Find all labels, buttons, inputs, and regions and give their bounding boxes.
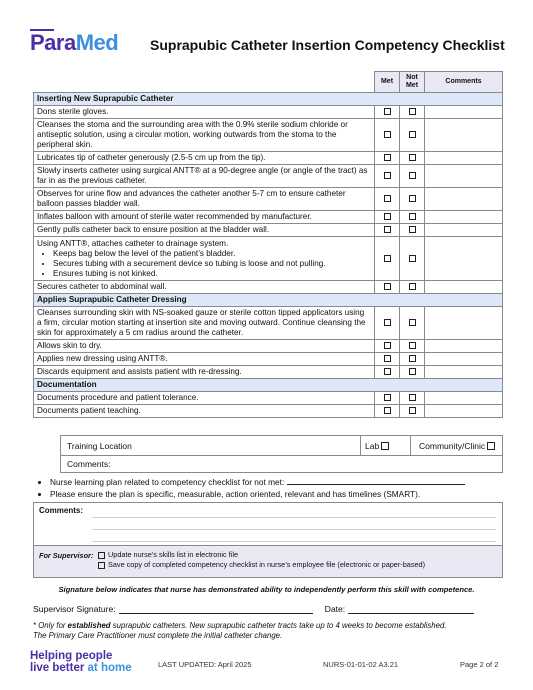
comments-label: Comments: xyxy=(39,506,84,515)
signature-note: Signature below indicates that nurse has demonstrated ability to independently perform this skill with competence. xyxy=(58,585,475,594)
learning-plan-line[interactable] xyxy=(287,476,465,485)
supervisor-signature-line[interactable] xyxy=(119,604,313,614)
met-checkbox[interactable] xyxy=(384,154,391,161)
met-checkbox[interactable] xyxy=(384,342,391,349)
checklist-item: Gently pulls catheter back to ensure position at the bladder wall. xyxy=(34,224,375,237)
paramed-logo: ParaMed xyxy=(30,30,119,55)
save-copy-checkbox[interactable] xyxy=(98,562,105,569)
page-number: Page 2 of 2 xyxy=(460,660,499,669)
comment-cell[interactable] xyxy=(425,188,503,211)
date-label: Date: xyxy=(324,604,346,614)
drainage-bullet: • Keeps bag below the level of the patient’s bladder. xyxy=(53,249,371,259)
checklist-item: Cleanses surrounding skin with NS-soaked gauze or sterile cotton tipped applicators using a firm, circular motion starting at insertion site and moving outward. Continue cleansing the skin for approximately a 5 cm radius around the catheter. xyxy=(34,307,375,340)
comment-cell[interactable] xyxy=(425,237,503,281)
met-checkbox[interactable] xyxy=(384,172,391,179)
not-met-checkbox[interactable] xyxy=(409,283,416,290)
comment-cell[interactable] xyxy=(425,392,503,405)
tagline: Helping people live better at home xyxy=(30,650,132,674)
comment-cell[interactable] xyxy=(425,281,503,294)
not-met-checkbox[interactable] xyxy=(409,108,416,115)
drainage-intro: Using ANTT®, attaches catheter to drainage system. xyxy=(37,238,229,248)
not-met-checkbox[interactable] xyxy=(409,131,416,138)
competency-table xyxy=(33,71,503,418)
met-checkbox[interactable] xyxy=(384,131,391,138)
checklist-item-drainage xyxy=(34,237,375,281)
not-met-checkbox[interactable] xyxy=(409,213,416,220)
not-met-checkbox[interactable] xyxy=(409,195,416,202)
met-checkbox[interactable] xyxy=(384,355,391,362)
section-title: Applies Suprapubic Catheter Dressing xyxy=(34,294,503,307)
training-comments-label: Comments: xyxy=(67,459,111,469)
checklist-item: Secures catheter to abdominal wall. xyxy=(34,281,375,294)
checklist-item: Dons sterile gloves. xyxy=(34,106,375,119)
comment-cell[interactable] xyxy=(425,307,503,340)
page-title: Suprapubic Catheter Insertion Competency Checklist xyxy=(150,37,505,53)
document-code: NURS-01-01-02 A3.21 xyxy=(323,660,399,669)
training-location-label: Training Location xyxy=(61,436,361,455)
checklist-item: Slowly inserts catheter using surgical ANTT® at a 90-degree angle (or angle of the tract) as far in as the previous catheter. xyxy=(34,165,375,188)
checklist-item: Documents procedure and patient tolerance. xyxy=(34,392,375,405)
met-checkbox[interactable] xyxy=(384,407,391,414)
supervisor-label: For Supervisor: xyxy=(39,551,94,560)
drainage-bullet: • Ensures tubing is not kinked. xyxy=(53,269,371,279)
comment-cell[interactable] xyxy=(425,211,503,224)
not-met-checkbox[interactable] xyxy=(409,226,416,233)
col-not-met: Not Met xyxy=(400,72,425,93)
comment-cell[interactable] xyxy=(425,106,503,119)
comment-line[interactable] xyxy=(92,529,496,530)
update-skills-checkbox[interactable] xyxy=(98,552,105,559)
comment-line[interactable] xyxy=(92,517,496,518)
met-checkbox[interactable] xyxy=(384,108,391,115)
not-met-checkbox[interactable] xyxy=(409,319,416,326)
comment-cell[interactable] xyxy=(425,119,503,152)
section-title: Documentation xyxy=(34,379,503,392)
met-checkbox[interactable] xyxy=(384,255,391,262)
section-title: Inserting New Suprapubic Catheter xyxy=(34,93,503,106)
not-met-checkbox[interactable] xyxy=(409,255,416,262)
comment-line[interactable] xyxy=(92,541,496,542)
met-checkbox[interactable] xyxy=(384,283,391,290)
comment-cell[interactable] xyxy=(425,353,503,366)
footnote: * Only for established suprapubic catheters. New suprapubic catheter tracts take up to 4 weeks to become established. The Primary Care Practitioner must complete the initial catheter change. xyxy=(33,621,447,640)
not-met-checkbox[interactable] xyxy=(409,368,416,375)
checklist-item: Documents patient teaching. xyxy=(34,405,375,418)
met-checkbox[interactable] xyxy=(384,226,391,233)
met-checkbox[interactable] xyxy=(384,213,391,220)
checklist-item: Applies new dressing using ANTT®. xyxy=(34,353,375,366)
met-checkbox[interactable] xyxy=(384,394,391,401)
community-clinic-checkbox[interactable] xyxy=(487,442,495,450)
col-met: Met xyxy=(375,72,400,93)
drainage-bullet: • Secures tubing with a securement device so tubing is loose and not pulling. xyxy=(53,259,371,269)
comment-cell[interactable] xyxy=(425,224,503,237)
lab-label: Lab xyxy=(365,440,380,451)
update-skills-label: Update nurse’s skills list in electronic file xyxy=(108,550,239,559)
comments-box xyxy=(33,502,503,578)
not-met-checkbox[interactable] xyxy=(409,407,416,414)
last-updated: LAST UPDATED: April 2025 xyxy=(158,660,252,669)
not-met-checkbox[interactable] xyxy=(409,355,416,362)
not-met-checkbox[interactable] xyxy=(409,394,416,401)
not-met-checkbox[interactable] xyxy=(409,154,416,161)
training-location-box xyxy=(60,435,503,473)
learning-plan-note: • Nurse learning plan related to competency checklist for not met: xyxy=(50,476,465,488)
supervisor-signature-label: Supervisor Signature: xyxy=(33,604,116,614)
met-checkbox[interactable] xyxy=(384,195,391,202)
lab-checkbox[interactable] xyxy=(381,442,389,450)
comment-cell[interactable] xyxy=(425,152,503,165)
checklist-item: Observes for urine flow and advances the catheter another 5-7 cm to ensure catheter balloon passes bladder wall. xyxy=(34,188,375,211)
checklist-item: Lubricates tip of catheter generously (2.5-5 cm up from the tip). xyxy=(34,152,375,165)
checklist-item: Allows skin to dry. xyxy=(34,340,375,353)
checklist-item: Discards equipment and assists patient with re-dressing. xyxy=(34,366,375,379)
save-copy-label: Save copy of completed competency checklist in nurse’s employee file (electronic or paper-based) xyxy=(108,560,426,569)
community-clinic-label: Community/Clinic xyxy=(419,440,486,451)
not-met-checkbox[interactable] xyxy=(409,342,416,349)
col-comments: Comments xyxy=(425,72,503,93)
not-met-checkbox[interactable] xyxy=(409,172,416,179)
signature-row xyxy=(33,604,503,614)
comment-cell[interactable] xyxy=(425,165,503,188)
met-checkbox[interactable] xyxy=(384,368,391,375)
checklist-item: Cleanses the stoma and the surrounding area with the 0.9% sterile sodium chloride or antiseptic solution, using a circular motion, working outwards from the stoma to the peripheral skin. xyxy=(34,119,375,152)
comment-cell[interactable] xyxy=(425,340,503,353)
comment-cell[interactable] xyxy=(425,366,503,379)
date-line[interactable] xyxy=(348,604,474,614)
smart-note: • Please ensure the plan is specific, measurable, action oriented, relevant and has timelines (SMART). xyxy=(50,488,465,500)
comment-cell[interactable] xyxy=(425,405,503,418)
checklist-item: Inflates balloon with amount of sterile water recommended by manufacturer. xyxy=(34,211,375,224)
notes-list xyxy=(50,476,465,500)
met-checkbox[interactable] xyxy=(384,319,391,326)
